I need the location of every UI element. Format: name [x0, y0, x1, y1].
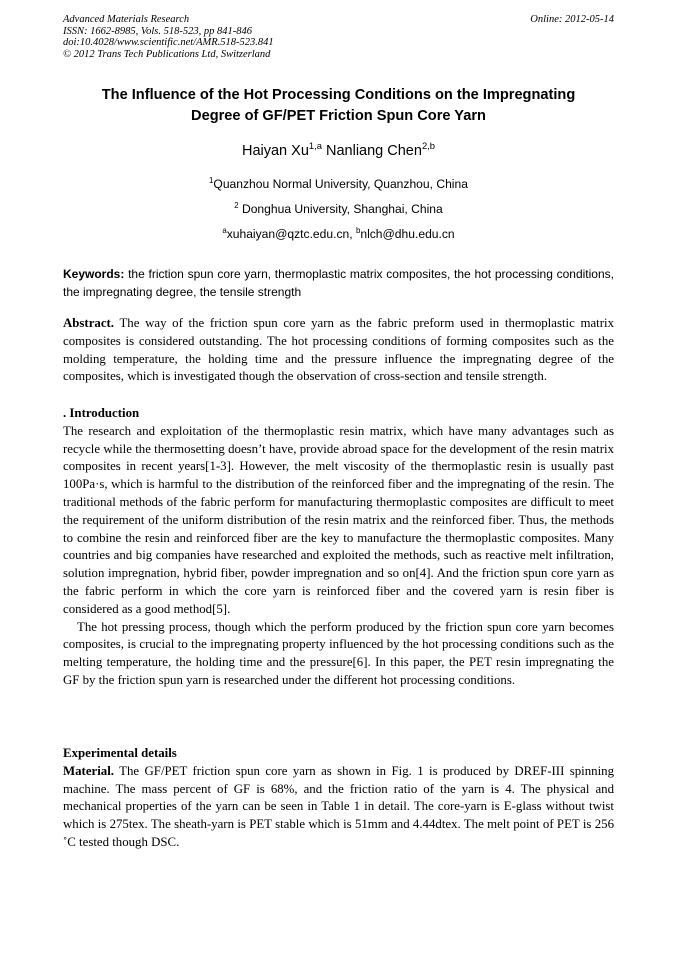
paper-title: [63, 85, 614, 127]
online-date: Online: 2012-05-14: [530, 14, 614, 25]
affiliation-2-text: Donghua University, Shanghai, China: [238, 202, 443, 216]
email-a-mark: a: [222, 225, 227, 235]
journal-header: [63, 14, 274, 60]
email-a: xuhaiyan@qztc.edu.cn,: [226, 227, 356, 241]
material-label: Material.: [63, 763, 114, 778]
abstract-block: [63, 315, 614, 386]
author-2-affil-mark: 2,b: [421, 140, 436, 152]
email-b: nlch@dhu.edu.cn: [360, 227, 455, 241]
introduction-section: [63, 405, 614, 690]
introduction-paragraph-1: The research and exploitation of the thermoplastic resin matrix, which have many advantages such as recycle while the thermosetting doesn’t have, provide abroad space for the development of the resin matrix composites in recent years[1-3]. However, the melt viscosity of the thermoplastic resin is usually past 100Pa·s, which is harmful to the distribution of the reinforced fiber and the impregnating of the resin. The traditional methods of the fabric perform for manufacturing thermoplastic composites are difficult to meet the requirement of the uniform distribution of the resin matrix and the reinforced fiber. Thus, the methods to combine the resin and reinforced fiber are the key to manufacture the thermoplastic composites. Many countries and big companies have researched and exploited the methods, such as reactive melt infiltration, solution impregnation, hybrid fiber, powder impregnation and so on[4]. And the friction spun core yarn as the fabric perform in which the core yarn is reinforced fiber and the covered yarn is resin fiber is considered as a good method[5].: [63, 423, 614, 616]
abstract-text: The way of the friction spun core yarn as the fabric preform used in thermoplastic matrix composites is considered outstanding. The hot processing conditions of forming composites such as the molding temperature, the holding time and the pressure influence the impregnating degree of the composites, which is investigated though the observation of cross-section and tensile strength.: [63, 316, 614, 384]
experimental-heading: Experimental details: [63, 746, 177, 760]
author-1: Haiyan Xu: [241, 143, 309, 159]
material-text: The GF/PET friction spun core yarn as shown in Fig. 1 is produced by DREF-III spinning machine. The mass percent of GF is 68%, and the friction ratio of the yarn is 4. The physical and mechanical properties of the yarn can be seen in Table 1 in detail. The core-yarn is E-glass without twist which is 275tex. The sheath-yarn is PET stable which is 51mm and 4.44dtex. The melt point of PET is 256 ˚C tested though DSC.: [63, 763, 614, 849]
affiliation-2-mark: 2: [234, 200, 239, 210]
doi-line: doi:10.4028/www.scientific.net/AMR.518-523.841: [63, 37, 274, 48]
journal-name: Advanced Materials Research: [63, 14, 190, 25]
keywords-block: [63, 266, 614, 301]
author-1-affil-mark: 1,a: [308, 140, 322, 152]
introduction-heading: . Introduction: [63, 406, 140, 420]
affiliation-1: [63, 177, 614, 192]
keywords-text: the friction spun core yarn, thermoplastic matrix composites, the hot processing conditions, the impregnating degree, the tensile strength: [63, 267, 614, 299]
author-2: Nanliang Chen: [321, 143, 422, 159]
title-line-1: The Influence of the Hot Processing Conditions on the Impregnating: [101, 87, 576, 103]
experimental-section: [63, 745, 614, 852]
keywords-label: Keywords:: [63, 267, 125, 281]
author-list: [63, 142, 614, 160]
abstract-label: Abstract.: [63, 316, 115, 330]
introduction-paragraph-2: The hot pressing process, though which the perform produced by the friction spun core yarn becomes composites, is crucial to the impregnating property influenced by the hot processing conditions such as the melting temperature, the holding time and the pressure[6]. In this paper, the PET resin impregnating the GF by the friction spun yarn is researched under the different hot processing conditions.: [63, 619, 614, 687]
affiliation-1-mark: 1: [209, 175, 214, 185]
author-emails: [63, 227, 614, 242]
affiliation-1-text: Quanzhou Normal University, Quanzhou, China: [213, 177, 468, 191]
title-line-2: Degree of GF/PET Friction Spun Core Yarn: [191, 108, 486, 124]
affiliation-2: [63, 202, 614, 217]
issn-line: ISSN: 1662-8985, Vols. 518-523, pp 841-846: [63, 25, 252, 37]
email-b-mark: b: [355, 225, 361, 235]
material-paragraph: [63, 763, 614, 852]
copyright-line: © 2012 Trans Tech Publications Ltd, Switzerland: [63, 48, 271, 60]
